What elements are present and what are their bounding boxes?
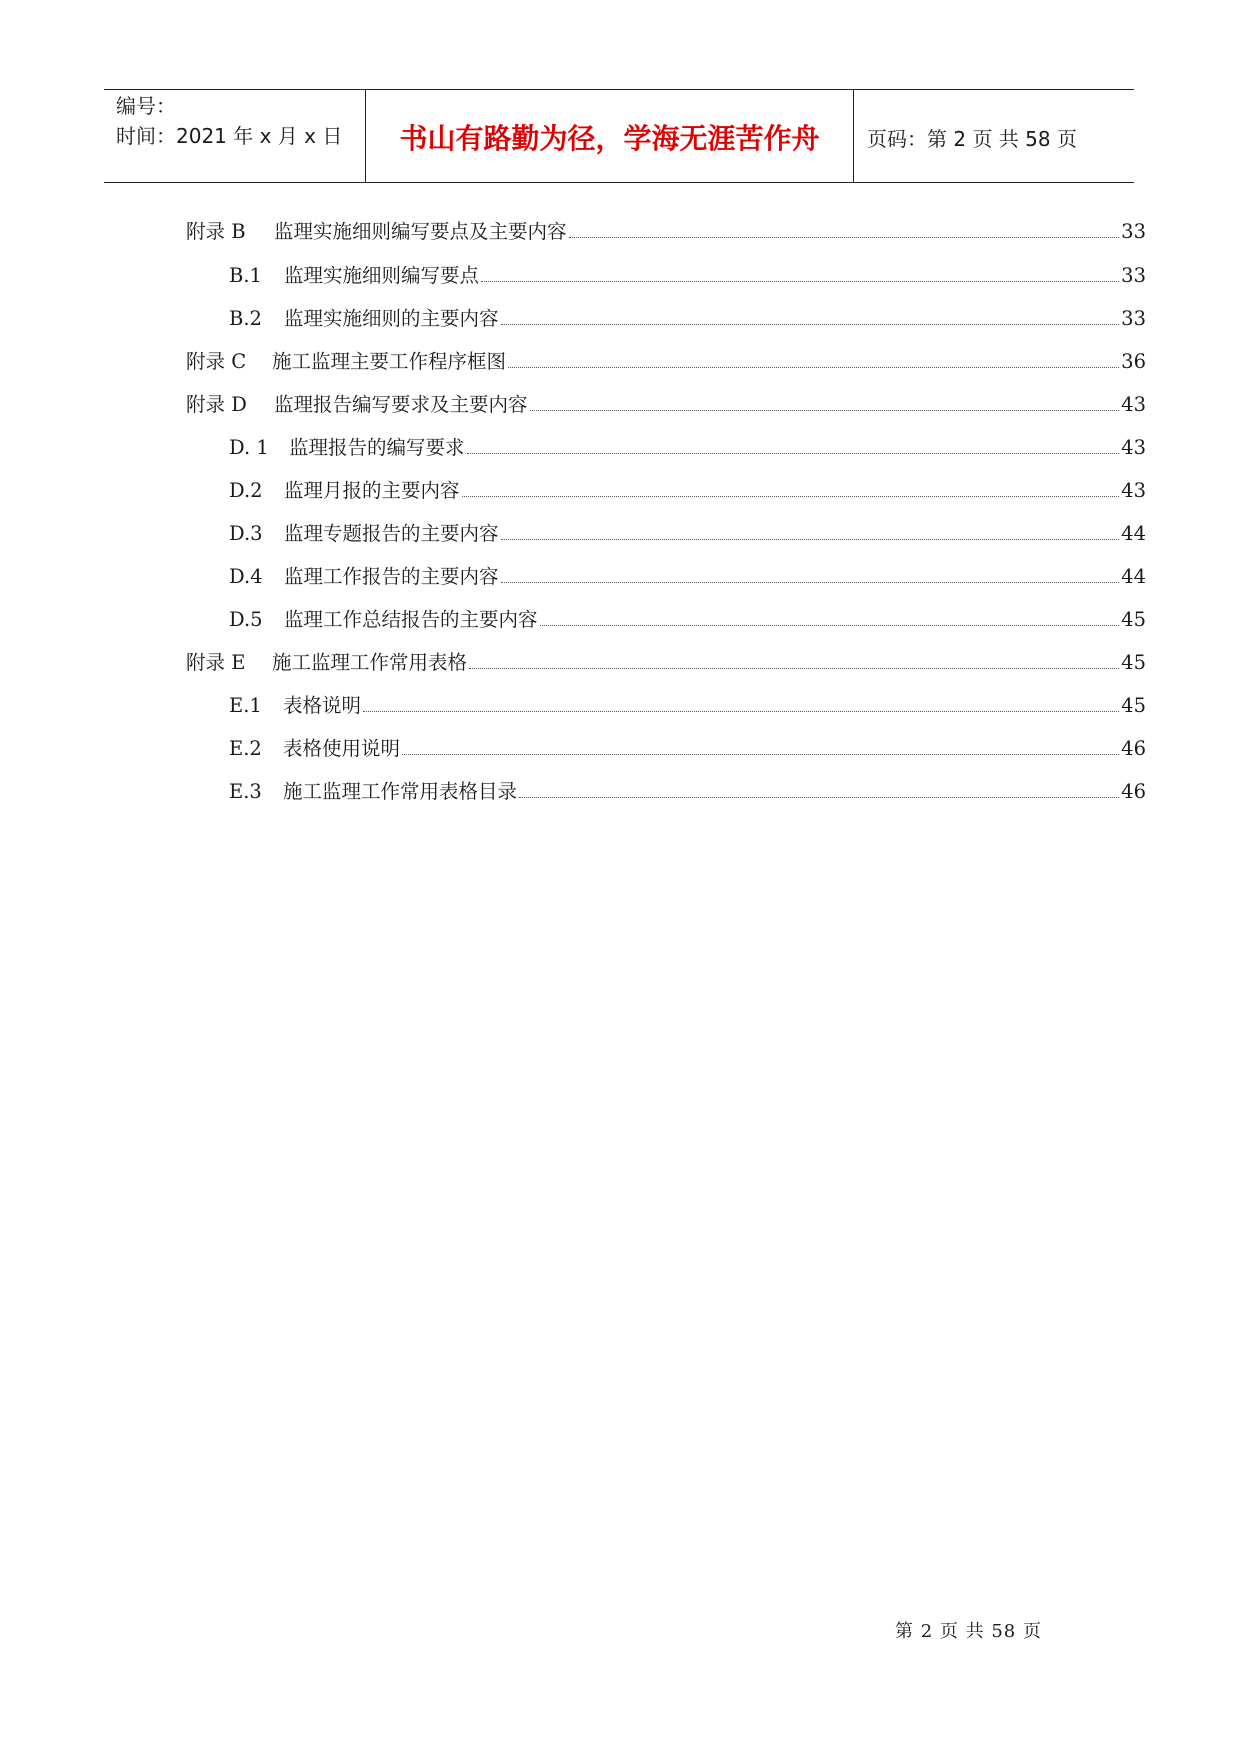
toc-leader-dots bbox=[481, 280, 1119, 282]
toc-entry[interactable] bbox=[229, 261, 1146, 291]
toc-entry-number: D.3 bbox=[229, 522, 263, 545]
toc-entry-title: 监理专题报告的主要内容 bbox=[284, 522, 499, 545]
toc-entry-page: 44 bbox=[1121, 522, 1146, 545]
toc-entry-title: 监理实施细则编写要点 bbox=[284, 264, 480, 287]
toc-entry-number: 附录 E bbox=[186, 651, 246, 674]
toc-leader-dots bbox=[519, 796, 1119, 798]
toc-entry-number: D. 1 bbox=[229, 436, 269, 459]
page-header bbox=[104, 89, 1134, 183]
document-time-label: 时间：2021 年 x 月 x 日 bbox=[116, 124, 343, 148]
document-code-label: 编号： bbox=[116, 94, 176, 118]
toc-entry-number: D.5 bbox=[229, 608, 263, 631]
toc-entry-page: 46 bbox=[1121, 780, 1146, 803]
toc-leader-dots bbox=[569, 236, 1120, 238]
toc-entry[interactable] bbox=[229, 433, 1146, 463]
toc-leader-dots bbox=[530, 409, 1120, 411]
toc-entry-title: 监理实施细则的主要内容 bbox=[284, 307, 499, 330]
toc-entry-page: 46 bbox=[1121, 737, 1146, 760]
toc-entry[interactable] bbox=[229, 605, 1146, 635]
toc-entry-page: 44 bbox=[1121, 565, 1146, 588]
toc-leader-dots bbox=[540, 624, 1120, 626]
toc-entry[interactable] bbox=[229, 734, 1146, 764]
toc-entry-page: 43 bbox=[1121, 393, 1146, 416]
toc-entry-title: 表格说明 bbox=[283, 694, 362, 717]
toc-entry[interactable] bbox=[229, 777, 1146, 807]
toc-entry-title: 施工监理工作常用表格目录 bbox=[283, 780, 518, 803]
toc-entry-page: 45 bbox=[1121, 651, 1146, 674]
header-motto-cell bbox=[366, 90, 854, 182]
toc-entry-page: 45 bbox=[1121, 608, 1146, 631]
toc-entry-title: 监理实施细则编写要点及主要内容 bbox=[274, 220, 567, 243]
toc-entry[interactable] bbox=[229, 304, 1146, 334]
header-meta bbox=[104, 90, 366, 182]
toc-entry-title: 施工监理主要工作程序框图 bbox=[272, 350, 507, 373]
toc-entry-number: 附录 C bbox=[186, 350, 247, 373]
toc-entry-title: 监理报告编写要求及主要内容 bbox=[274, 393, 528, 416]
toc-entry[interactable] bbox=[186, 390, 1146, 420]
toc-entry-page: 45 bbox=[1121, 694, 1146, 717]
toc-entry-page: 43 bbox=[1121, 436, 1146, 459]
toc-entry-title: 表格使用说明 bbox=[283, 737, 401, 760]
toc-entry[interactable] bbox=[186, 217, 1146, 247]
header-page-number: 页码：第 2 页 共 58 页 bbox=[867, 126, 1077, 151]
toc-entry-title: 施工监理工作常用表格 bbox=[272, 651, 468, 674]
toc-entry[interactable] bbox=[186, 347, 1146, 377]
toc-leader-dots bbox=[508, 366, 1119, 368]
toc-entry-number: D.2 bbox=[229, 479, 263, 502]
toc-entry-page: 33 bbox=[1121, 220, 1146, 243]
toc-entry[interactable] bbox=[229, 476, 1146, 506]
toc-leader-dots bbox=[469, 667, 1119, 669]
toc-entry-number: 附录 B bbox=[186, 220, 246, 243]
toc-leader-dots bbox=[501, 323, 1120, 325]
toc-leader-dots bbox=[462, 495, 1120, 497]
toc-entry-number: D.4 bbox=[229, 565, 263, 588]
toc-entry-title: 监理工作总结报告的主要内容 bbox=[284, 608, 538, 631]
header-motto: 书山有路勤为径，学海无涯苦作舟 bbox=[399, 122, 820, 155]
toc-entry-page: 33 bbox=[1121, 307, 1146, 330]
toc-entry-page: 43 bbox=[1121, 479, 1146, 502]
toc-entry-page: 36 bbox=[1121, 350, 1146, 373]
toc-entry-title: 监理工作报告的主要内容 bbox=[284, 565, 499, 588]
toc-entry-number: E.1 bbox=[229, 694, 262, 717]
toc-entry-number: B.1 bbox=[229, 264, 262, 287]
toc-entry-page: 33 bbox=[1121, 264, 1146, 287]
toc-entry-title: 监理报告的编写要求 bbox=[289, 436, 465, 459]
toc-entry[interactable] bbox=[229, 519, 1146, 549]
toc-leader-dots bbox=[402, 753, 1119, 755]
toc-entry-number: E.2 bbox=[229, 737, 262, 760]
toc-entry[interactable] bbox=[229, 562, 1146, 592]
toc-entry-number: E.3 bbox=[229, 780, 262, 803]
page-footer: 第 2 页 共 58 页 bbox=[895, 1621, 1042, 1642]
toc-entry-title: 监理月报的主要内容 bbox=[284, 479, 460, 502]
toc-entry-number: B.2 bbox=[229, 307, 262, 330]
toc-leader-dots bbox=[501, 538, 1120, 540]
toc-entry[interactable] bbox=[186, 648, 1146, 678]
header-page-cell bbox=[854, 90, 1134, 182]
toc-entry[interactable] bbox=[229, 691, 1146, 721]
toc-leader-dots bbox=[467, 452, 1120, 454]
toc-leader-dots bbox=[363, 710, 1119, 712]
toc-leader-dots bbox=[501, 581, 1120, 583]
toc-entry-number: 附录 D bbox=[186, 393, 247, 416]
